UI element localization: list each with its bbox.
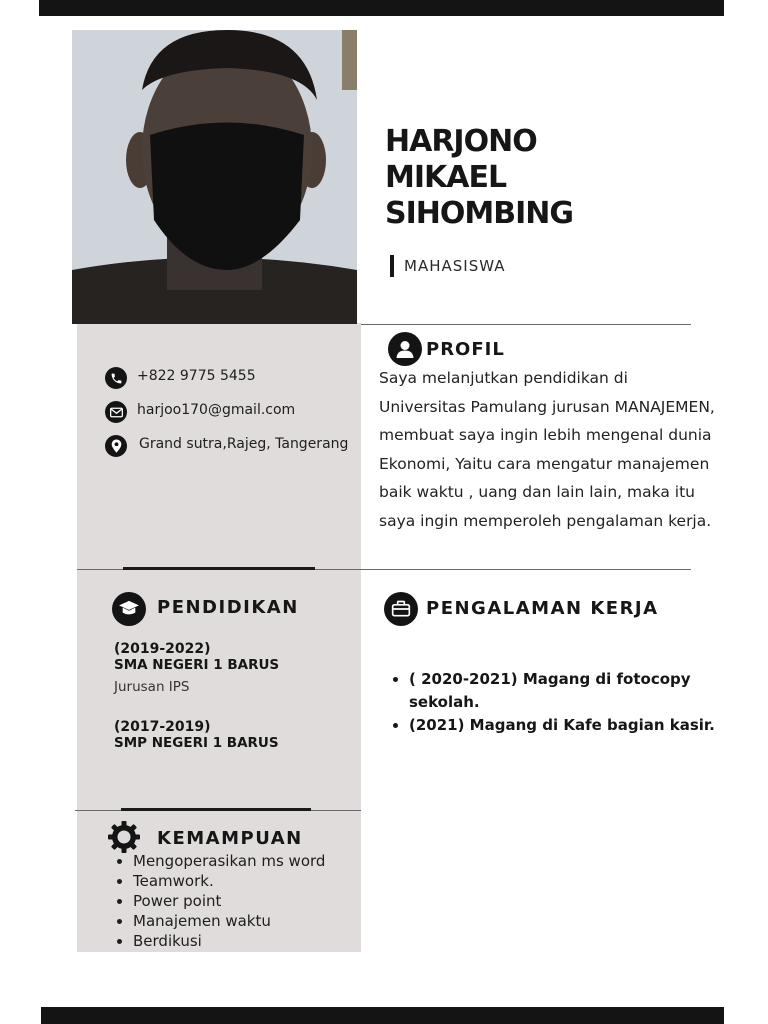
- profile-photo: [72, 30, 357, 324]
- education-school: SMP NEGERI 1 BARUS: [114, 735, 279, 751]
- profile-description: Saya melanjutkan pendidikan di Universitas Pamulang jurusan MANAJEMEN, membuat saya ingin lebih mengenal dunia Ekonomi, Yaitu cara mengatur manajemen baik waktu , uang dan lain lain, maka itu saya ingin memperoleh pengalaman kerja.: [379, 369, 715, 530]
- list-item: • (2021) Magang di Kafe bagian kasir.: [409, 714, 729, 737]
- name-line-3: SIHOMBING: [385, 196, 573, 231]
- address-text: Grand sutra,Rajeg, Tangerang: [139, 436, 349, 452]
- email-address: harjoo170@gmail.com: [137, 402, 296, 418]
- role-title: MAHASISWA: [404, 257, 506, 275]
- education-years: (2017-2019): [114, 719, 211, 735]
- briefcase-icon: [384, 592, 418, 626]
- phone-icon: [105, 367, 127, 389]
- mid-divider-accent: [123, 567, 315, 570]
- education-school: SMA NEGERI 1 BARUS: [114, 657, 280, 673]
- education-major: Jurusan IPS: [114, 679, 190, 695]
- gear-icon: [107, 820, 141, 854]
- experience-heading: PENGALAMAN KERJA: [426, 598, 659, 619]
- education-entry-2: [114, 719, 279, 751]
- skills-list: [114, 851, 325, 951]
- list-item: • Mengoperasikan ms word: [133, 851, 325, 871]
- graduation-cap-icon: [112, 592, 146, 626]
- full-name: [385, 124, 573, 232]
- lower-divider-accent: [121, 808, 311, 811]
- envelope-icon: [105, 401, 127, 423]
- experience-list: [391, 668, 729, 737]
- name-line-2: MIKAEL: [385, 160, 507, 195]
- phone-number: +822 9775 5455: [137, 368, 256, 384]
- bottom-decor-bar: [41, 1007, 724, 1024]
- name-line-1: HARJONO: [385, 124, 537, 159]
- location-pin-icon: [105, 435, 127, 457]
- header-divider: [361, 324, 691, 325]
- list-item: • Teamwork.: [133, 871, 325, 891]
- education-heading: PENDIDIKAN: [157, 597, 299, 618]
- list-item: • Manajemen waktu: [133, 911, 325, 931]
- education-years: (2019-2022): [114, 641, 211, 657]
- list-item: • Berdikusi: [133, 931, 325, 951]
- person-icon: [388, 332, 422, 366]
- profile-heading: PROFIL: [426, 339, 505, 360]
- role-accent-bar: [390, 255, 394, 277]
- top-decor-bar: [39, 0, 724, 16]
- education-entry-1: [114, 641, 279, 695]
- skills-heading: KEMAMPUAN: [157, 828, 303, 849]
- list-item: • Power point: [133, 891, 325, 911]
- list-item: • ( 2020-2021) Magang di fotocopy sekolah.: [409, 668, 729, 714]
